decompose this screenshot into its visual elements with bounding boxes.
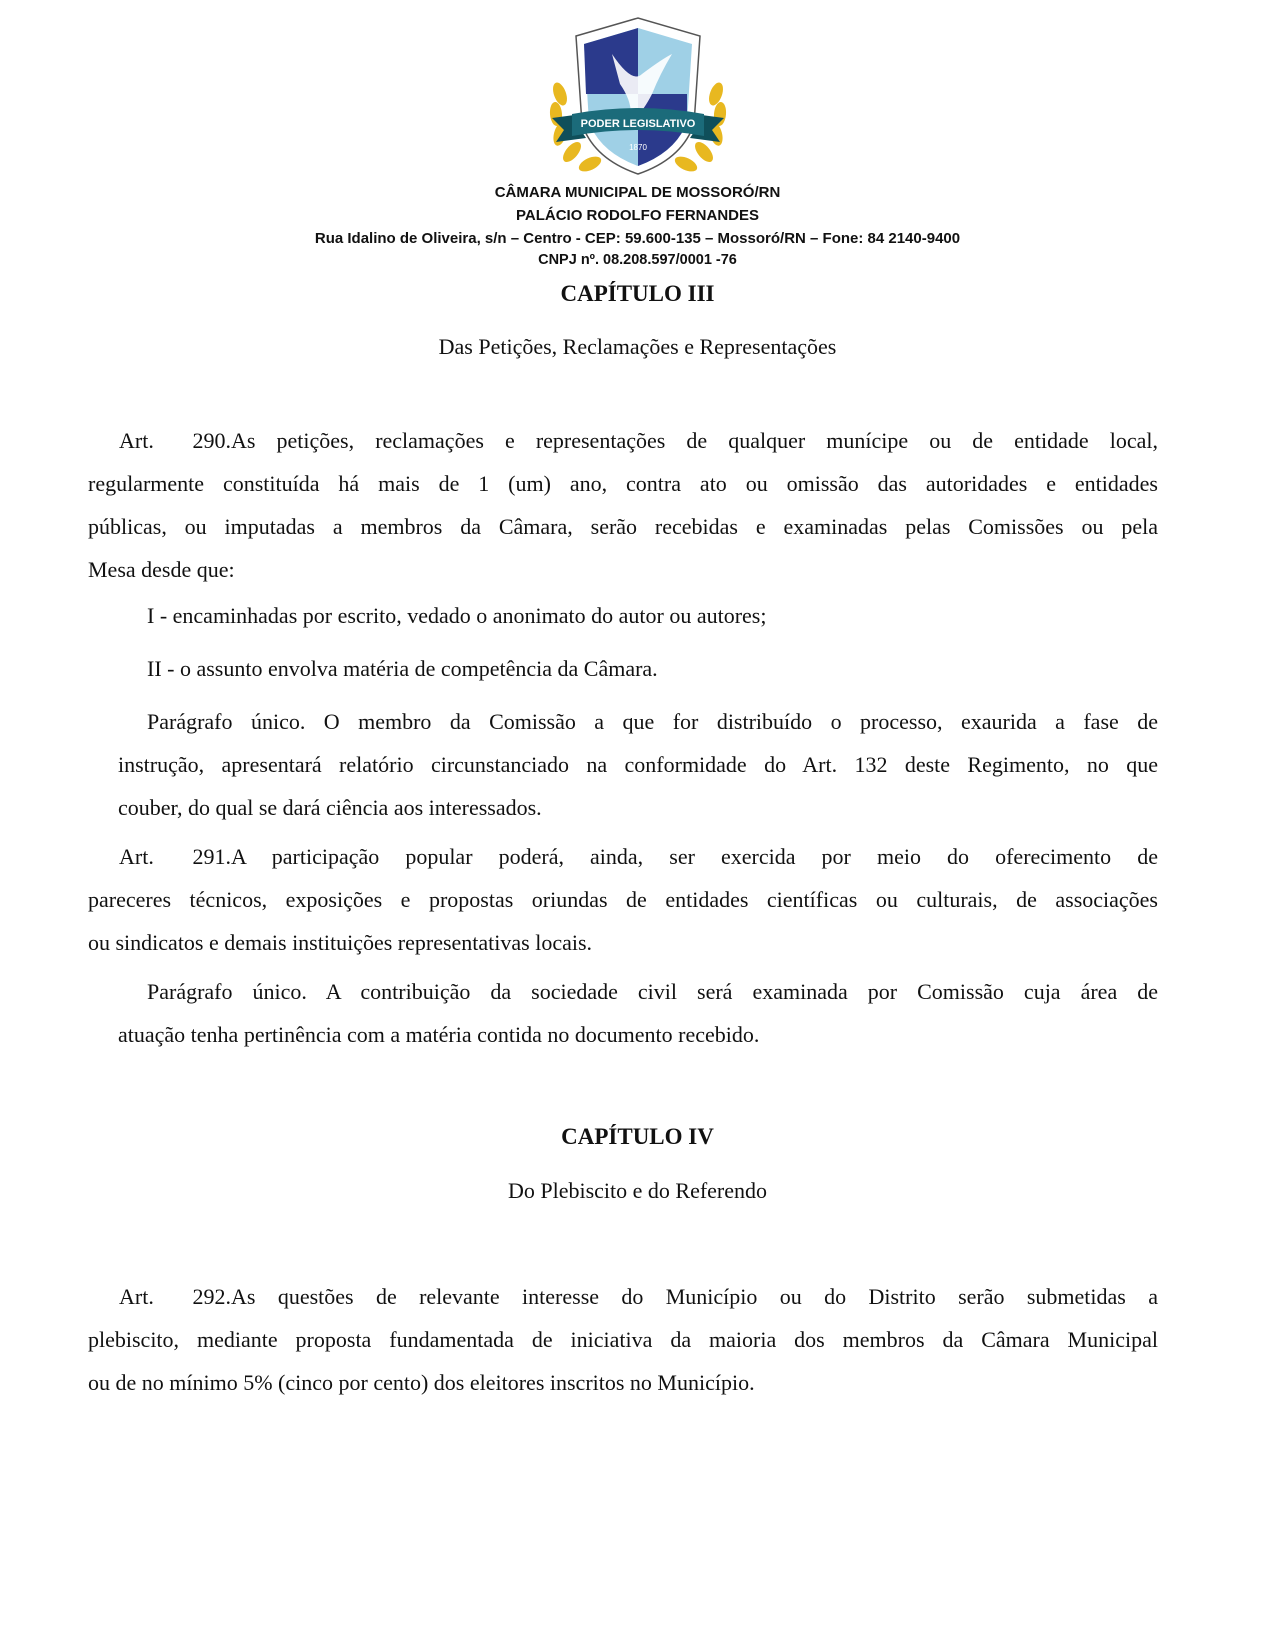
article-291: [88, 835, 1158, 964]
letterhead-institution: CÂMARA MUNICIPAL DE MOSSORÓ/RN: [494, 184, 781, 201]
sole-paragraph-line: instrução, apresentará relatório circunstanciado na conformidade do Art. 132 deste Regimento, no que: [118, 752, 1158, 777]
article-290-item-i: I - encaminhadas por escrito, vedado o anonimato do autor ou autores;: [147, 603, 767, 628]
chapter-3-title: CAPÍTULO III: [560, 281, 715, 306]
sole-paragraph-line: couber, do qual se dará ciência aos interessados.: [118, 795, 542, 820]
letterhead-address: Rua Idalino de Oliveira, s/n – Centro - CEP: 59.600-135 – Mossoró/RN – Fone: 84 2140-9400: [314, 230, 961, 247]
letterhead-palace: PALÁCIO RODOLFO FERNANDES: [515, 207, 760, 224]
article-291-label: Art. 291.: [119, 844, 231, 869]
article-291-sole-paragraph: [118, 970, 1158, 1056]
chapter-4-subtitle: Do Plebiscito e do Referendo: [507, 1178, 768, 1203]
article-292-line: As questões de relevante interesse do Município ou do Distrito serão submetidas a: [231, 1284, 1158, 1309]
article-290-sole-paragraph: [118, 700, 1158, 829]
sole-paragraph-line: Parágrafo único. A contribuição da sociedade civil será examinada por Comissão cuja área de: [147, 979, 1158, 1004]
article-290: [88, 419, 1158, 591]
article-292-line: ou de no mínimo 5% (cinco por cento) dos eleitores inscritos no Município.: [88, 1370, 755, 1395]
sole-paragraph-line: Parágrafo único. O membro da Comissão a que for distribuído o processo, exaurida a fase de: [147, 709, 1158, 734]
article-291-line: ou sindicatos e demais instituições representativas locais.: [88, 930, 593, 955]
article-290-item-ii: II - o assunto envolva matéria de competência da Câmara.: [147, 656, 658, 681]
chapter-3-subtitle: Das Petições, Reclamações e Representações: [438, 334, 837, 359]
article-290-line: Mesa desde que:: [88, 557, 235, 582]
article-290-line: As petições, reclamações e representações de qualquer munícipe ou de entidade local,: [231, 428, 1158, 453]
article-291-line: A participação popular poderá, ainda, ser exercida por meio do oferecimento de: [231, 844, 1158, 869]
article-291-line: pareceres técnicos, exposições e propostas oriundas de entidades científicas ou culturais, de associações: [88, 887, 1158, 912]
article-292: [88, 1275, 1158, 1404]
sole-paragraph-line: atuação tenha pertinência com a matéria contida no documento recebido.: [118, 1022, 760, 1047]
chapter-4-title: CAPÍTULO IV: [561, 1124, 714, 1149]
article-292-line: plebiscito, mediante proposta fundamentada de iniciativa da maioria dos membros da Câmara Municipal: [88, 1327, 1158, 1352]
article-290-line: regularmente constituída há mais de 1 (um) ano, contra ato ou omissão das autoridades e entidades: [88, 471, 1158, 496]
article-292-label: Art. 292.: [119, 1284, 231, 1309]
article-290-line: públicas, ou imputadas a membros da Câmara, serão recebidas e examinadas pelas Comissões ou pela: [88, 514, 1158, 539]
article-290-label: Art. 290.: [119, 428, 231, 453]
logo-year: 1870: [629, 143, 647, 152]
poder-legislativo-crest-icon: [542, 14, 734, 180]
letterhead-cnpj: CNPJ nº. 08.208.597/0001 -76: [538, 252, 737, 268]
logo-ribbon-text: PODER LEGISLATIVO: [580, 118, 696, 130]
